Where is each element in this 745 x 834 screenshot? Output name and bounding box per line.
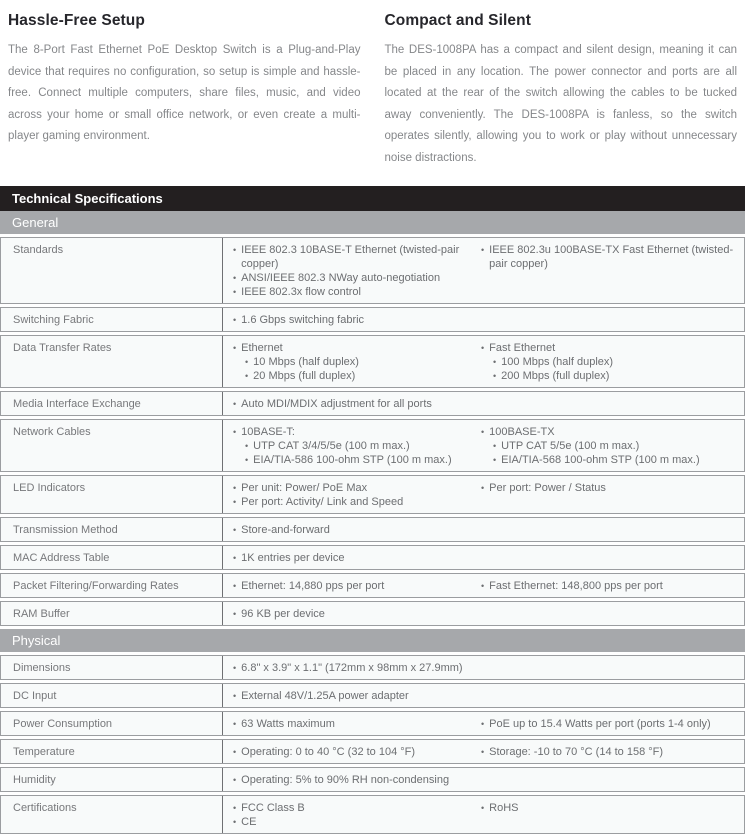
spec-bullet-line [233,815,473,829]
spec-row [0,545,745,570]
spec-value-text: 96 KB per device [241,608,325,620]
spec-row [0,683,745,708]
spec-row-values [223,656,744,679]
spec-value-text: EIA/TIA-568 100-ohm STP (100 m max.) [501,454,700,466]
spec-bullet-line [233,313,473,327]
spec-value-column-1 [223,768,481,791]
spec-value-column-2 [481,546,744,569]
spec-row [0,475,745,514]
bullet-icon: • [493,371,497,381]
spec-value-text: UTP CAT 5/5e (100 m max.) [501,440,640,452]
spec-row [0,517,745,542]
spec-value-text: FCC Class B [241,802,305,814]
spec-value-text: IEEE 802.3 10BASE-T Ethernet (twisted-pair copper) [241,244,460,270]
intro-left-body: The 8-Port Fast Ethernet PoE Desktop Switch is a Plug-and-Play device that requires no configuration, so setup is simple and hassle-free. Connect multiple computers, share files, music, and video across your home or small office network, or even create a multi-player gaming environment. [8,44,361,142]
bullet-icon: • [233,581,237,591]
spec-value-text: Fast Ethernet: 148,800 pps per port [489,580,663,592]
bullet-icon: • [481,803,485,813]
spec-bullet-line [481,439,736,453]
spec-bullet-line [233,773,473,787]
spec-value-column-1 [223,238,481,303]
spec-row-label: RAM Buffer [1,602,223,625]
spec-bullet-line [481,243,736,271]
bullet-icon: • [481,343,485,353]
spec-value-text: 10BASE-T: [241,426,295,438]
spec-value-column-2 [481,656,744,679]
spec-row-values [223,602,744,625]
bullet-icon: • [233,497,237,507]
spec-bullet-line [233,579,473,593]
spec-row [0,307,745,332]
spec-row-label: Temperature [1,740,223,763]
spec-row-label: Certifications [1,796,223,833]
spec-row [0,739,745,764]
spec-bullet-line [233,285,473,299]
intro-section [0,0,745,169]
spec-row-values [223,518,744,541]
spec-section-header-physical: Physical [0,629,745,652]
spec-bullet-line [233,439,473,453]
spec-value-text: 63 Watts maximum [241,718,335,730]
spec-bullet-line [233,481,473,495]
spec-value-text: CE [241,816,257,828]
spec-section-header-general: General [0,211,745,234]
spec-value-column-2 [481,392,744,415]
spec-value-text: Fast Ethernet [489,342,556,354]
spec-value-text: 10 Mbps (half duplex) [253,356,359,368]
spec-value-text: External 48V/1.25A power adapter [241,690,409,702]
spec-row-label: DC Input [1,684,223,707]
spec-value-text: Ethernet [241,342,283,354]
spec-value-text: IEEE 802.3x flow control [241,286,361,298]
spec-value-column-2 [481,336,744,387]
spec-bullet-line [233,495,473,509]
spec-bullet-line [481,369,736,383]
bullet-icon: • [481,747,485,757]
spec-bullet-line [481,745,736,759]
spec-value-text: RoHS [489,802,519,814]
bullet-icon: • [233,343,237,353]
spec-value-column-2 [481,684,744,707]
spec-row-label: Standards [1,238,223,303]
spec-row-label: Dimensions [1,656,223,679]
spec-value-text: 6.8" x 3.9" x 1.1" (172mm x 98mm x 27.9mm) [241,662,463,674]
spec-value-column-1 [223,392,481,415]
spec-value-column-2 [481,238,744,303]
spec-row-values [223,308,744,331]
spec-value-text: Operating: 0 to 40 °C (32 to 104 °F) [241,746,416,758]
bullet-icon: • [233,663,237,673]
spec-bullet-line [233,801,473,815]
bullet-icon: • [493,455,497,465]
spec-value-text: PoE up to 15.4 Watts per port (ports 1-4 only) [489,718,711,730]
spec-bullet-line [233,745,473,759]
spec-value-column-1 [223,518,481,541]
bullet-icon: • [481,427,485,437]
bullet-icon: • [233,483,237,493]
bullet-icon: • [233,609,237,619]
spec-row-label: Media Interface Exchange [1,392,223,415]
spec-value-column-1 [223,712,481,735]
spec-row-values [223,684,744,707]
spec-bullet-line [233,551,473,565]
spec-value-text: Store-and-forward [241,524,330,536]
spec-value-text: 100BASE-TX [489,426,555,438]
spec-row-values [223,392,744,415]
spec-value-column-2 [481,712,744,735]
bullet-icon: • [233,775,237,785]
bullet-icon: • [481,245,485,255]
spec-table-title: Technical Specifications [0,186,745,211]
bullet-icon: • [481,719,485,729]
spec-value-column-1 [223,420,481,471]
spec-value-column-2 [481,768,744,791]
bullet-icon: • [233,399,237,409]
spec-value-text: Per unit: Power/ PoE Max [241,482,368,494]
bullet-icon: • [233,747,237,757]
spec-value-column-1 [223,546,481,569]
spec-value-text: Storage: -10 to 70 °C (14 to 158 °F) [489,746,664,758]
bullet-icon: • [245,357,249,367]
spec-value-column-1 [223,656,481,679]
spec-bullet-line [233,397,473,411]
bullet-icon: • [233,287,237,297]
spec-value-text: 200 Mbps (full duplex) [501,370,610,382]
bullet-icon: • [245,455,249,465]
bullet-icon: • [233,803,237,813]
bullet-icon: • [233,427,237,437]
spec-value-text: Operating: 5% to 90% RH non-condensing [241,774,450,786]
spec-row [0,391,745,416]
spec-row-label: Data Transfer Rates [1,336,223,387]
spec-bullet-line [233,243,473,271]
spec-row-values [223,768,744,791]
spec-value-column-2 [481,602,744,625]
spec-row [0,655,745,680]
spec-bullet-line [233,607,473,621]
spec-row-values [223,796,744,833]
spec-row [0,767,745,792]
spec-row-label: Packet Filtering/Forwarding Rates [1,574,223,597]
spec-value-text: 1.6 Gbps switching fabric [241,314,365,326]
bullet-icon: • [245,441,249,451]
spec-bullet-line [481,579,736,593]
spec-bullet-line [233,661,473,675]
spec-bullet-line [233,271,473,285]
spec-bullet-line [481,717,736,731]
spec-bullet-line [481,341,736,355]
spec-value-text: Auto MDI/MDIX adjustment for all ports [241,398,432,410]
spec-row [0,711,745,736]
spec-value-column-1 [223,308,481,331]
spec-value-column-2 [481,308,744,331]
spec-row-values [223,574,744,597]
spec-value-text: 20 Mbps (full duplex) [253,370,356,382]
bullet-icon: • [481,483,485,493]
spec-bullet-line [233,717,473,731]
spec-bullet-line [233,425,473,439]
spec-bullet-line [233,369,473,383]
spec-row [0,335,745,388]
spec-value-column-2 [481,796,744,833]
spec-bullet-line [481,355,736,369]
spec-row-label: Transmission Method [1,518,223,541]
spec-bullet-line [481,453,736,467]
spec-value-column-2 [481,476,744,513]
bullet-icon: • [245,371,249,381]
spec-table [0,186,745,834]
spec-row-label: LED Indicators [1,476,223,513]
bullet-icon: • [233,273,237,283]
spec-value-column-1 [223,336,481,387]
spec-value-text: Per port: Power / Status [489,482,606,494]
spec-row-values [223,712,744,735]
spec-row-label: Power Consumption [1,712,223,735]
spec-value-text: 1K entries per device [241,552,345,564]
spec-row-values [223,476,744,513]
intro-right-body: The DES-1008PA has a compact and silent design, meaning it can be placed in any location. The power connector and ports are all located at the rear of the switch allowing the cables to be tucked away conveniently. The DES-1008PA is fanless, so the switch operates silently, allowing you to work or play without unnecessary noise distractions. [384,44,737,164]
spec-row-label: Switching Fabric [1,308,223,331]
spec-bullet-line [233,453,473,467]
bullet-icon: • [233,691,237,701]
spec-row-values [223,420,744,471]
spec-row-label: Humidity [1,768,223,791]
spec-value-column-1 [223,796,481,833]
spec-bullet-line [481,801,736,815]
spec-bullet-line [233,523,473,537]
spec-bullet-line [481,425,736,439]
spec-row [0,601,745,626]
spec-value-column-1 [223,684,481,707]
bullet-icon: • [493,357,497,367]
spec-value-text: IEEE 802.3u 100BASE-TX Fast Ethernet (twisted-pair copper) [489,244,734,270]
intro-left-title: Hassle-Free Setup [8,12,145,29]
spec-row-values [223,336,744,387]
spec-value-column-1 [223,476,481,513]
spec-value-column-2 [481,420,744,471]
bullet-icon: • [233,525,237,535]
bullet-icon: • [233,817,237,827]
spec-value-column-1 [223,574,481,597]
spec-bullet-line [233,341,473,355]
spec-row [0,237,745,304]
spec-value-column-1 [223,602,481,625]
spec-row-values [223,546,744,569]
spec-row [0,419,745,472]
intro-column-left [8,12,361,169]
spec-value-text: EIA/TIA-586 100-ohm STP (100 m max.) [253,454,452,466]
spec-bullet-line [481,481,736,495]
bullet-icon: • [233,315,237,325]
intro-column-right [385,12,738,169]
spec-row-label: Network Cables [1,420,223,471]
spec-row [0,795,745,834]
spec-value-column-2 [481,574,744,597]
spec-value-text: Ethernet: 14,880 pps per port [241,580,385,592]
spec-row-values [223,238,744,303]
spec-sections-container [0,211,745,834]
spec-value-text: 100 Mbps (half duplex) [501,356,614,368]
bullet-icon: • [233,245,237,255]
spec-value-text: Per port: Activity/ Link and Speed [241,496,404,508]
spec-bullet-line [233,689,473,703]
bullet-icon: • [481,581,485,591]
spec-value-text: ANSI/IEEE 802.3 NWay auto-negotiation [241,272,441,284]
spec-value-column-2 [481,518,744,541]
bullet-icon: • [493,441,497,451]
bullet-icon: • [233,553,237,563]
bullet-icon: • [233,719,237,729]
spec-row-label: MAC Address Table [1,546,223,569]
intro-right-title: Compact and Silent [384,12,531,29]
spec-row [0,573,745,598]
spec-value-text: UTP CAT 3/4/5/5e (100 m max.) [253,440,410,452]
spec-bullet-line [233,355,473,369]
